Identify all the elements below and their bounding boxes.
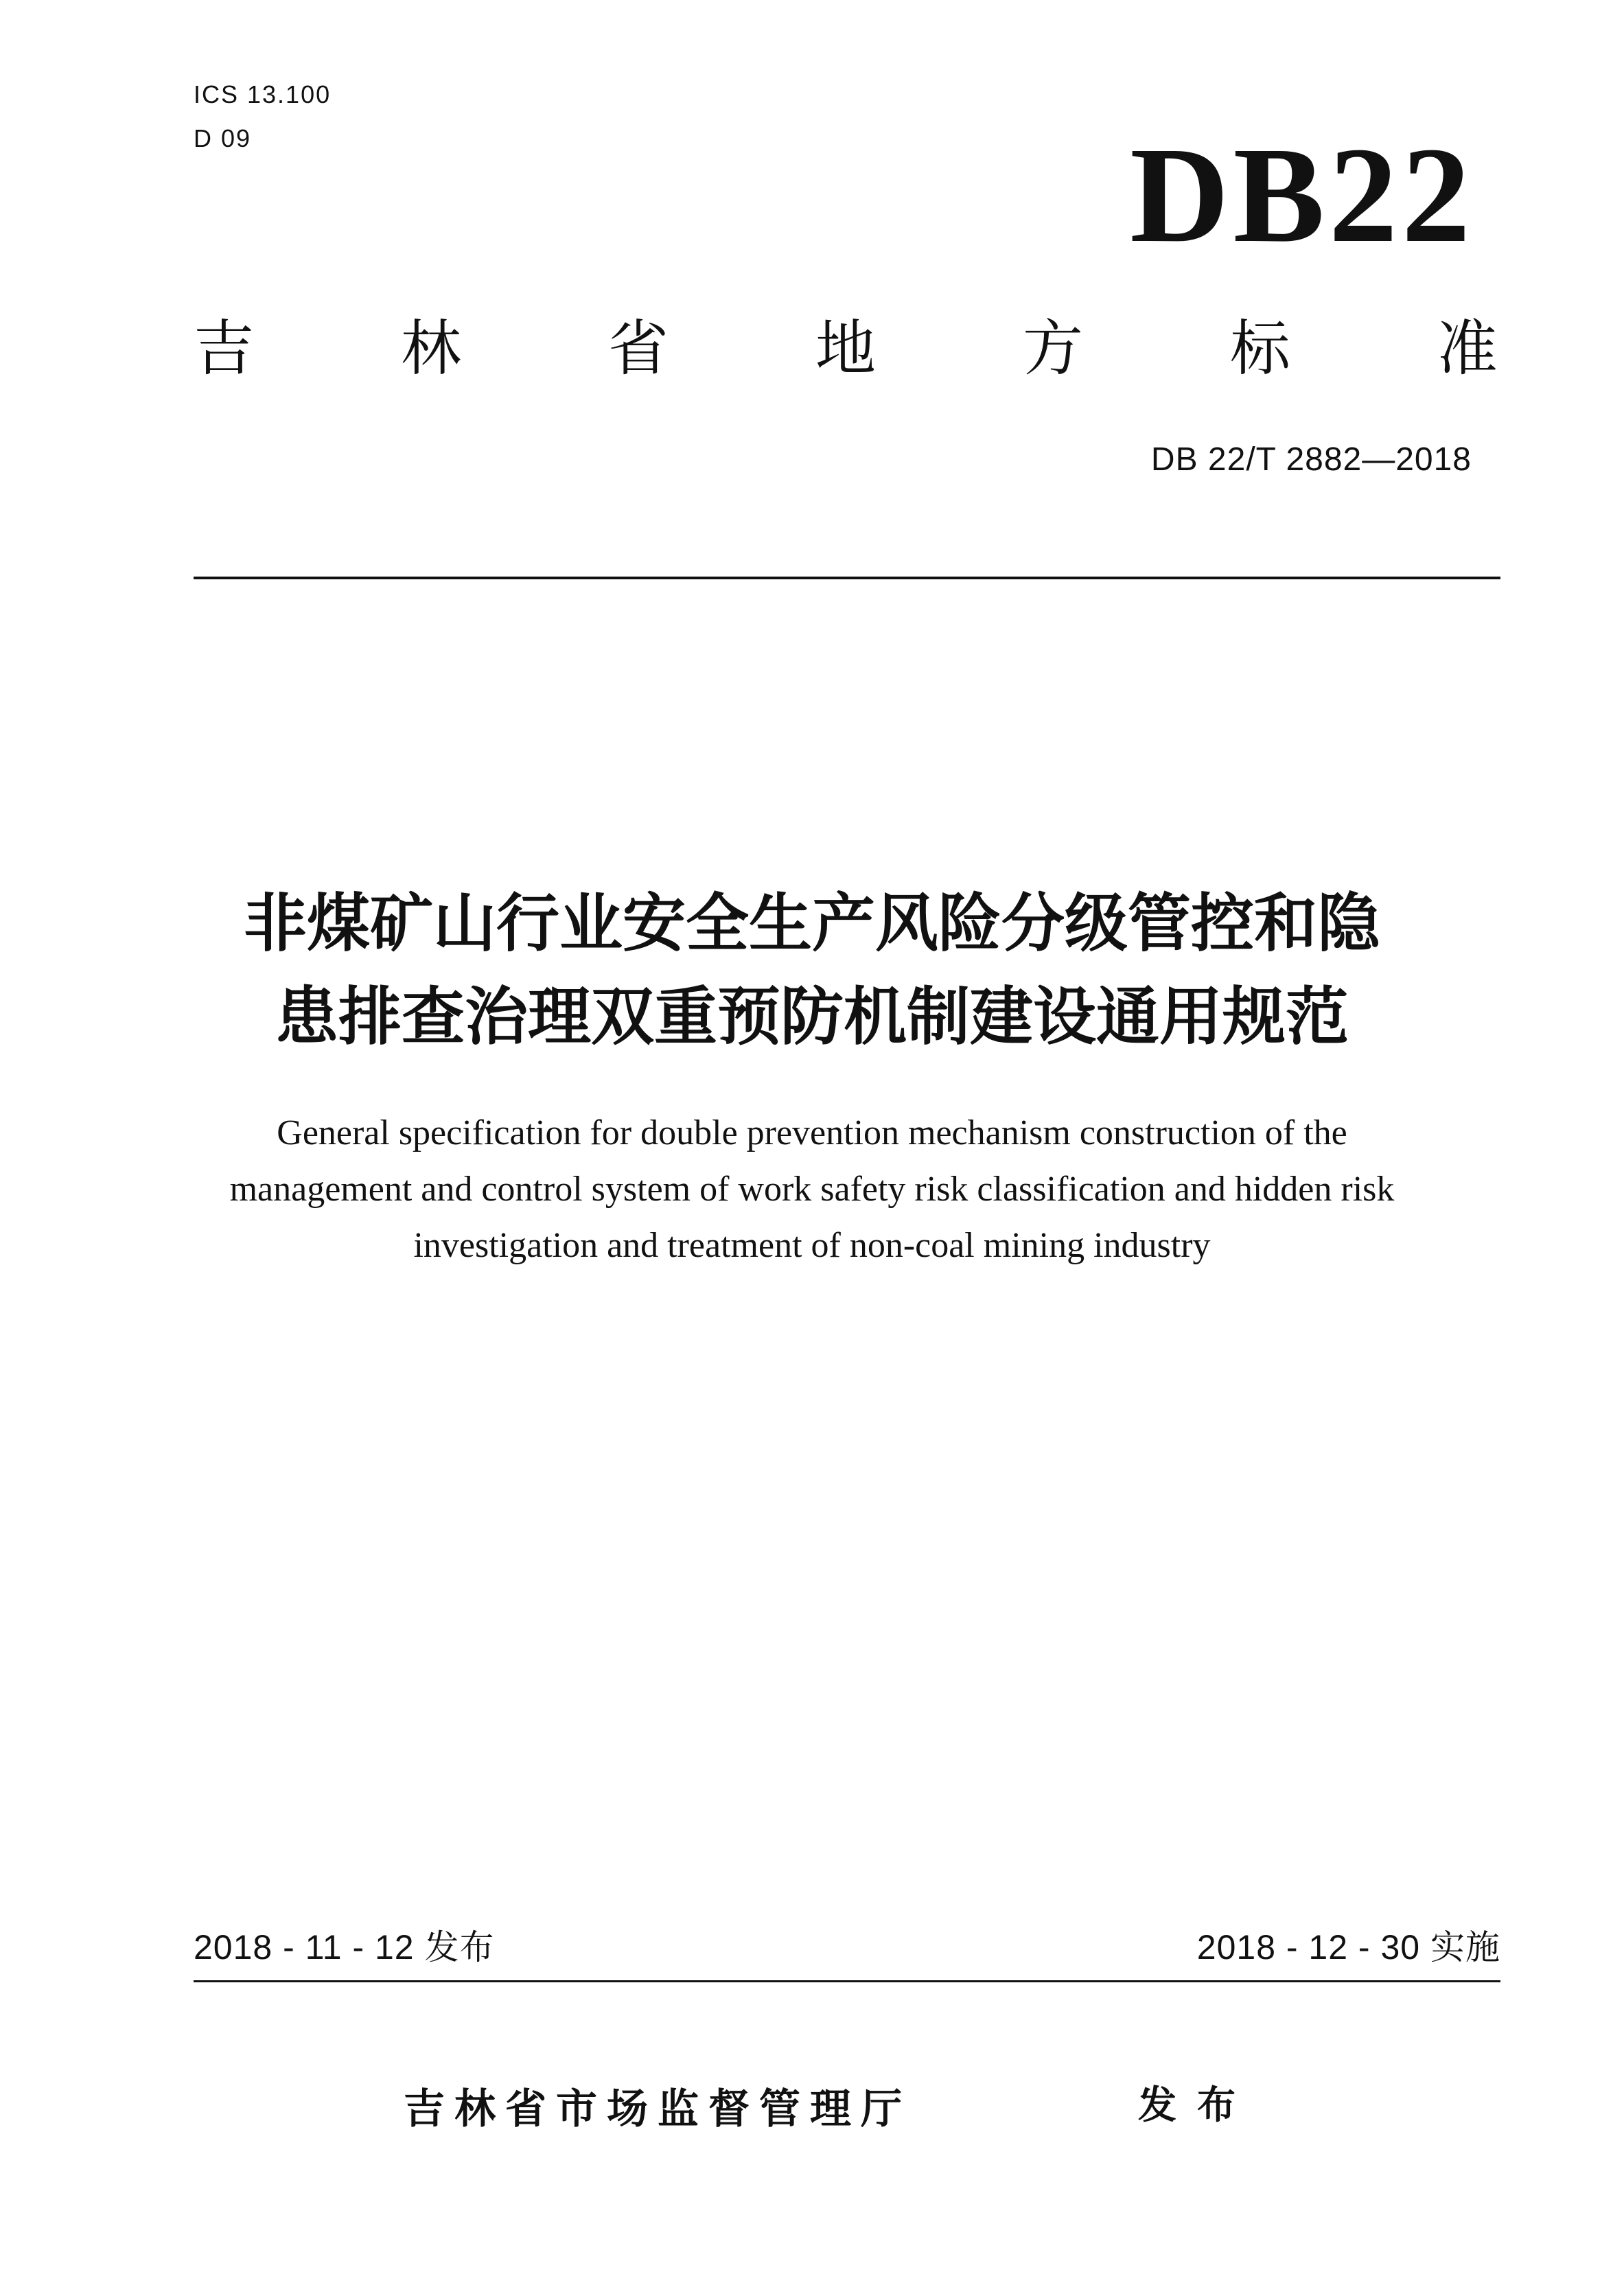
standard-type-char: 省 <box>607 313 669 384</box>
issue-date: 2018 - 11 - 12 发布 <box>194 1928 495 1967</box>
standard-number: DB 22/T 2882—2018 <box>1150 441 1472 478</box>
standard-type-char: 准 <box>1437 313 1498 384</box>
ccs-code: D 09 <box>194 124 252 152</box>
top-divider <box>194 577 1500 579</box>
chinese-title-line: 患排查治理双重预防机制建设通用规范 <box>275 980 1349 1054</box>
bottom-divider <box>194 1980 1500 1982</box>
ics-code: ICS 13.100 <box>194 80 332 108</box>
standard-type-heading <box>194 314 1498 383</box>
english-title <box>103 1105 1521 1274</box>
issuing-action: 发布 <box>1138 2083 1256 2128</box>
issuing-authority: 吉林省市场监督管理厅 <box>404 2085 912 2133</box>
implementation-date: 2018 - 12 - 30 实施 <box>1196 1928 1500 1967</box>
standard-type-char: 标 <box>1229 313 1290 384</box>
chinese-title <box>103 877 1521 1064</box>
english-title-line: General specification for double prevention mechanism construction of the <box>277 1113 1347 1152</box>
standard-code-mark: DB22 <box>1130 119 1474 271</box>
standard-type-char: 方 <box>1022 313 1083 384</box>
english-title-line: investigation and treatment of non-coal mining industry <box>413 1226 1211 1265</box>
standard-type-char: 吉 <box>194 313 255 384</box>
standard-type-char: 地 <box>815 313 876 384</box>
chinese-title-line: 非煤矿山行业安全生产风险分级管控和隐 <box>243 887 1380 960</box>
standard-type-char: 林 <box>400 313 461 384</box>
english-title-line: management and control system of work safety risk classification and hidden risk <box>229 1170 1395 1209</box>
